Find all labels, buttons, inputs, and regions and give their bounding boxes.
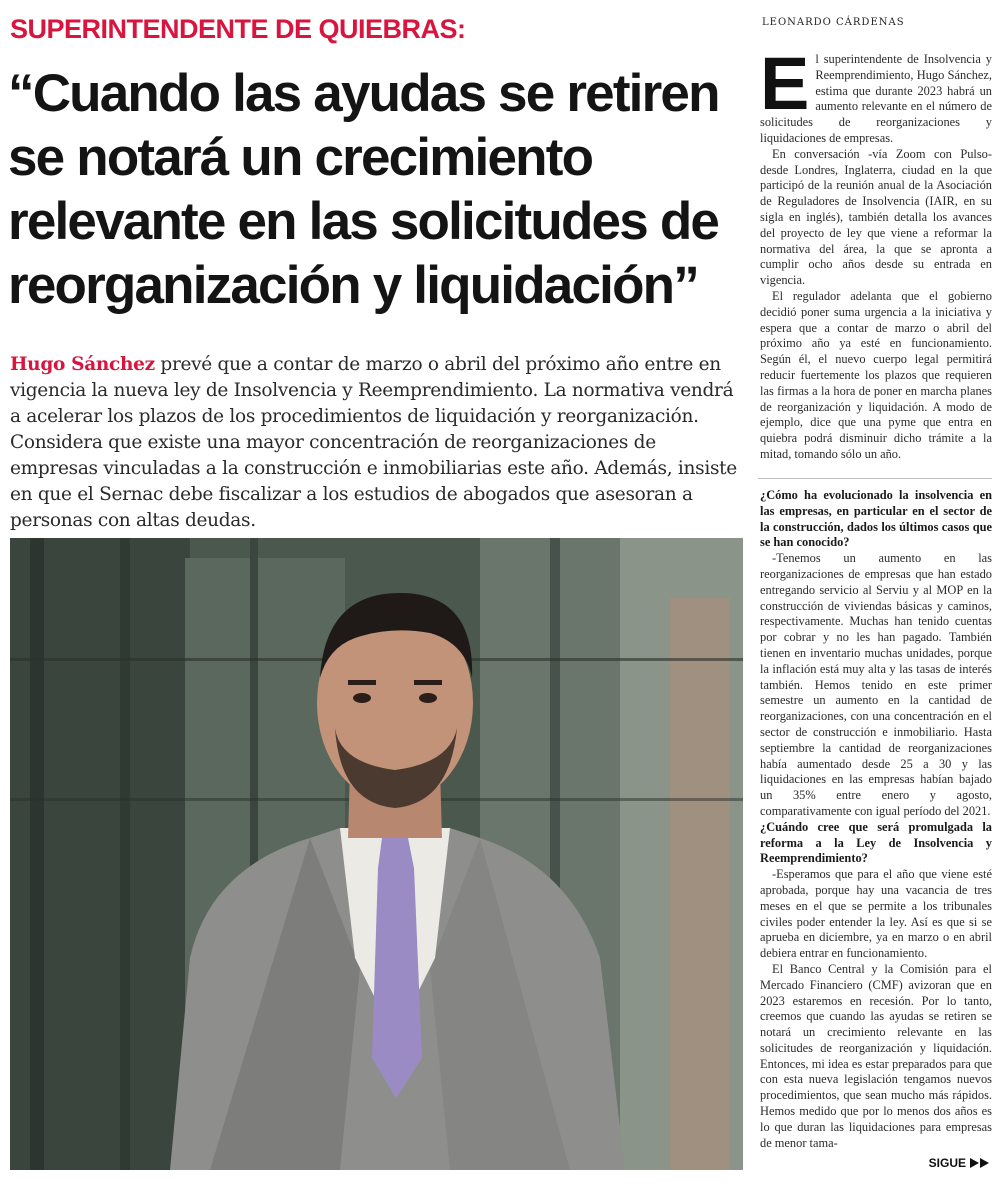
- interview-question: ¿Cuándo cree que será promulgada la reforma a la Ley de Insolvencia y Reemprendimiento?: [760, 819, 992, 866]
- headline: “Cuando las ayudas se retiren se notará un crecimiento relevante en las solicitudes de reorganización y liquidación”: [8, 64, 719, 315]
- lead-text: prevé que a contar de marzo o abril del próximo año entre en vigencia la nueva ley de Insolvencia y Reemprendimiento. La normativa vendrá a acelerar los plazos de los procedimientos de liquidación y reorganización. Considera que existe una mayor concentración de reorganizaciones de empresas vinculadas a la construcción e inmobiliarias este año. Además, insiste en que el Sernac debe fiscalizar a los estudios de abogados que asesoran a personas con altas deudas.: [10, 354, 737, 531]
- intro-text: l superintendente de Insolvencia y Reemprendimiento, Hugo Sánchez, estima que durante 2023 habrá un aumento relevante en el número de solicitudes de reorganizaciones y liquidaciones de empresas.: [760, 52, 992, 145]
- double-arrow-right-icon: [970, 1158, 990, 1168]
- byline: LEONARDO CÁRDENAS: [762, 17, 905, 28]
- article-paragraph: En conversación -vía Zoom con Pulso- desde Londres, Inglaterra, ciudad en la que participó de la reunión anual de la Asociación de Reguladores de Insolvencia (IAIR, en su sigla en inglés), también detalla los avances del proyecto de ley que viene a reformar la normativa del área, la que se apronta a cumplir ocho años desde su entrada en vigencia.: [760, 146, 992, 288]
- drop-cap: E: [760, 42, 810, 125]
- continue-marker[interactable]: [929, 1156, 990, 1170]
- article-paragraph: El Banco Central y la Comisión para el Mercado Financiero (CMF) avizoran que en 2023 estaremos en recesión. Por lo tanto, creemos que cuando las ayudas se retiren se notará un crecimiento relevante en las solicitudes de reorganización y liquidación. Entonces, mi idea es estar preparados para que con esta nueva legislación tengamos nuevos procedimientos, que sean mucho más rápidos. Hemos medido que por lo menos dos años es lo que duran las liquidaciones para empresas de menor tama-: [760, 961, 992, 1150]
- article-column-bottom: [760, 488, 992, 1156]
- article-paragraph: El regulador adelanta que el gobierno decidió poner suma urgencia a la iniciativa y espera que a contar de marzo o abril del próximo año ya esté en funcionamiento. Según él, el nuevo cuerpo legal permitirá reducir fuertemente los plazos que requieren las firmas a la hora de poner en marcha planes de reorganización y liquidación. A modo de ejemplo, dice que una pyme que entra en quiebra podrá disminuir dicho trámite a la mitad, tomando sólo un año.: [760, 288, 992, 461]
- lead-paragraph: [10, 352, 738, 534]
- interview-answer: -Esperamos que para el año que viene esté aprobada, porque hay una vacancia de tres meses en el que se permite a los tribunales civiles poder entender la ley. Así es que si se aprueba en diciembre, ya en marzo o en abril debiera entrar en funcionamiento.: [760, 867, 992, 961]
- continue-label: SIGUE: [928, 1156, 966, 1170]
- portrait-photo: [10, 538, 743, 1170]
- interview-answer: -Tenemos un aumento en las reorganizaciones de empresas que han estado entregando servicio al Serviu y al MOP en la construcción de viviendas básicas y caminos, respectivamente. Muchas han tenido cuentas por cobrar y no les han pagado. También tienen en inventario muchas unidades, porque la inflación está muy alta y las tasas de interés también. Hemos tenido en este primer semestre un aumento en la cantidad de reorganizaciones, con una concentración en el sector de construcción e inmobiliario. Hasta septiembre la cantidad de reorganizaciones había aumentado desde 25 a 30 y las liquidaciones en las empresas habían bajado un 35% entre enero y agosto, comparativamente con igual período del 2021.: [760, 551, 992, 818]
- column-divider: [758, 478, 992, 479]
- lead-name: Hugo Sánchez: [10, 354, 155, 375]
- interview-question: ¿Cómo ha evolucionado la insolvencia en las empresas, en particular en el sector de la construcción, dados los últimos casos que se han conocido?: [760, 488, 992, 550]
- section-kicker: SUPERINTENDENTE DE QUIEBRAS:: [10, 14, 466, 44]
- article-column-top: [760, 42, 992, 463]
- portrait-illustration: [10, 538, 743, 1170]
- article-intro: [760, 42, 992, 147]
